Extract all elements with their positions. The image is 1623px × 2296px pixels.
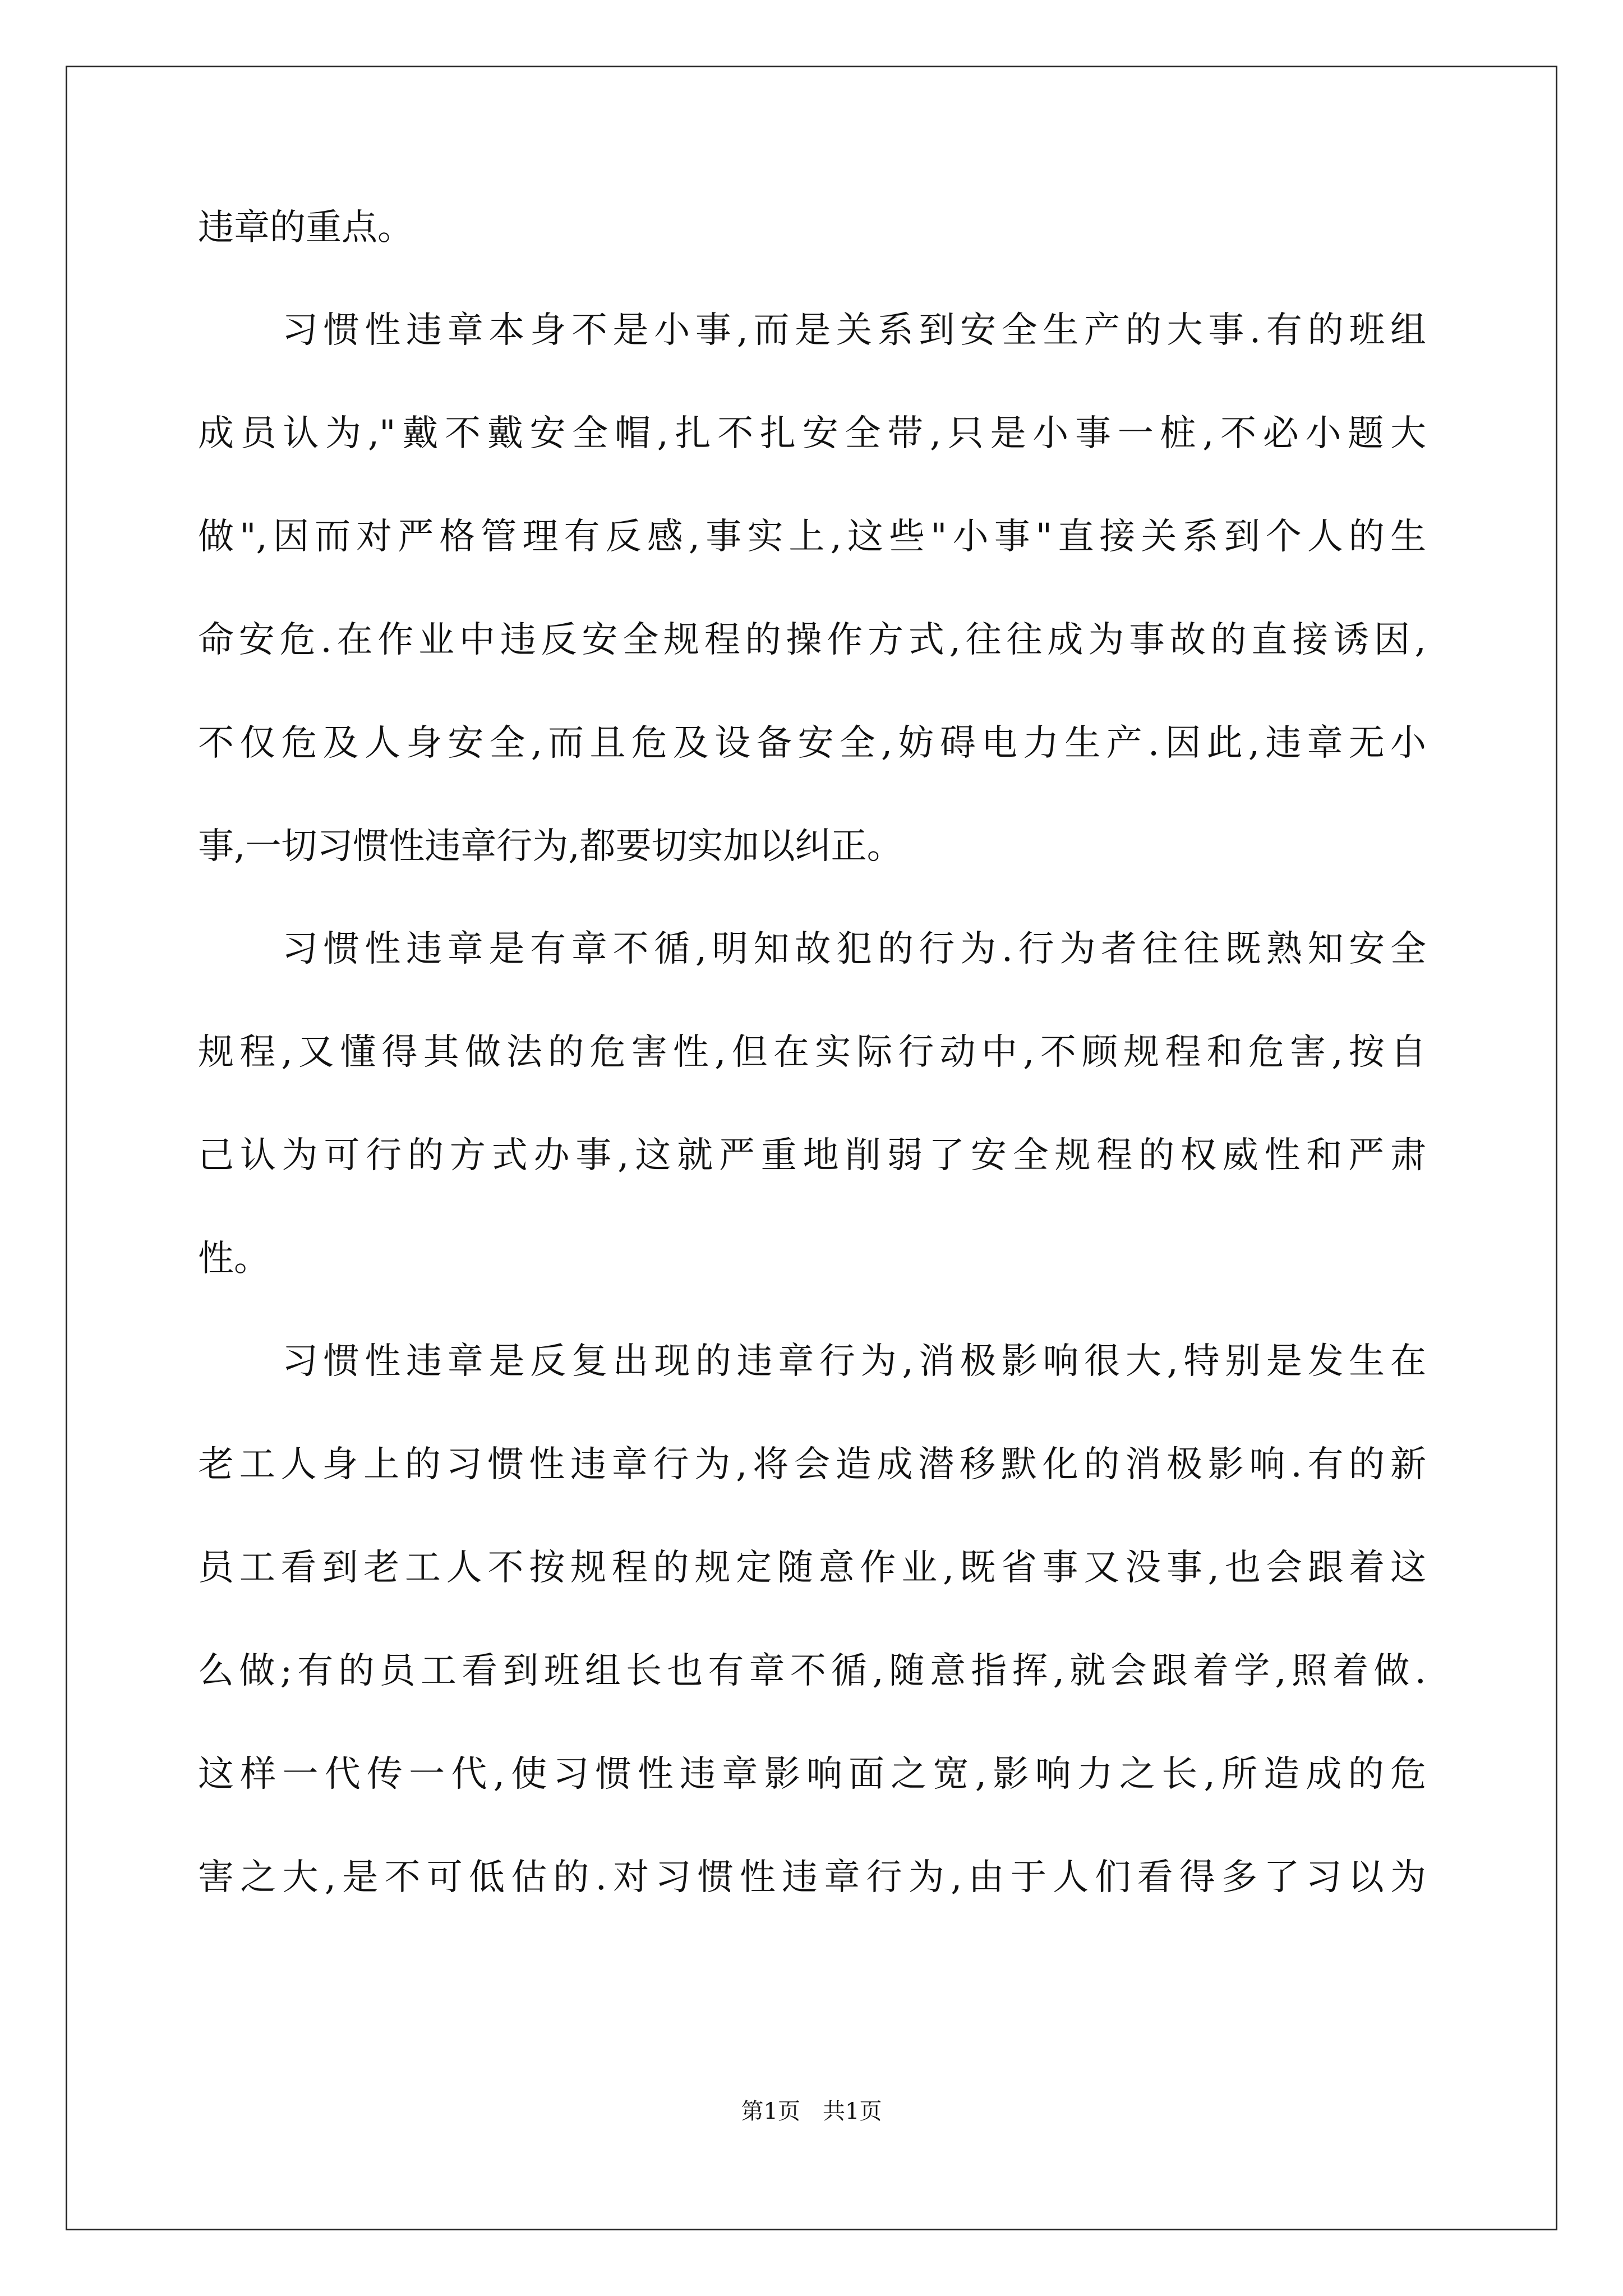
text-line: 害之大,是不可低估的.对习惯性违章行为,由于人们看得多了习以为 [198,1857,1426,1898]
paragraph-2-line: 习惯性违章是有章不循,明知故犯的行为.行为者往往既熟知安全 [282,928,1426,970]
text-line: 性。 [198,1238,270,1280]
text-line: 老工人身上的习惯性违章行为,将会造成潜移默化的消极影响.有的新 [198,1444,1426,1485]
text-line: 成员认为,"戴不戴安全帽,扎不扎安全带,只是小事一桩,不必小题大 [198,413,1426,454]
text-line: 不仅危及人身安全,而且危及设备安全,妨碍电力生产.因此,违章无小 [198,723,1426,764]
page-number-footer: 第1页 共1页 [741,2099,882,2124]
text-line: 己认为可行的方式办事,这就严重地削弱了安全规程的权威性和严肃 [198,1135,1426,1176]
document-body [198,208,1426,1898]
text-line: 员工看到老工人不按规程的规定随意作业,既省事又没事,也会跟着这 [198,1547,1426,1589]
paragraph-3-line: 习惯性违章是反复出现的违章行为,消极影响很大,特别是发生在 [282,1341,1426,1382]
text-line: 事,一切习惯性违章行为,都要切实加以纠正。 [198,826,903,867]
paragraph-1-line: 习惯性违章本身不是小事,而是关系到安全生产的大事.有的班组 [282,310,1426,351]
text-line: 违章的重点。 [198,207,413,249]
text-line: 命安危.在作业中违反安全规程的操作方式,往往成为事故的直接诱因, [198,619,1426,661]
text-line: 做",因而对严格管理有反感,事实上,这些"小事"直接关系到个人的生 [198,516,1426,558]
text-line: 规程,又懂得其做法的危害性,但在实际行动中,不顾规程和危害,按自 [198,1032,1426,1073]
text-line: 么做;有的员工看到班组长也有章不循,随意指挥,就会跟着学,照着做. [198,1650,1426,1692]
text-line: 这样一代传一代,使习惯性违章影响面之宽,影响力之长,所造成的危 [198,1754,1426,1795]
